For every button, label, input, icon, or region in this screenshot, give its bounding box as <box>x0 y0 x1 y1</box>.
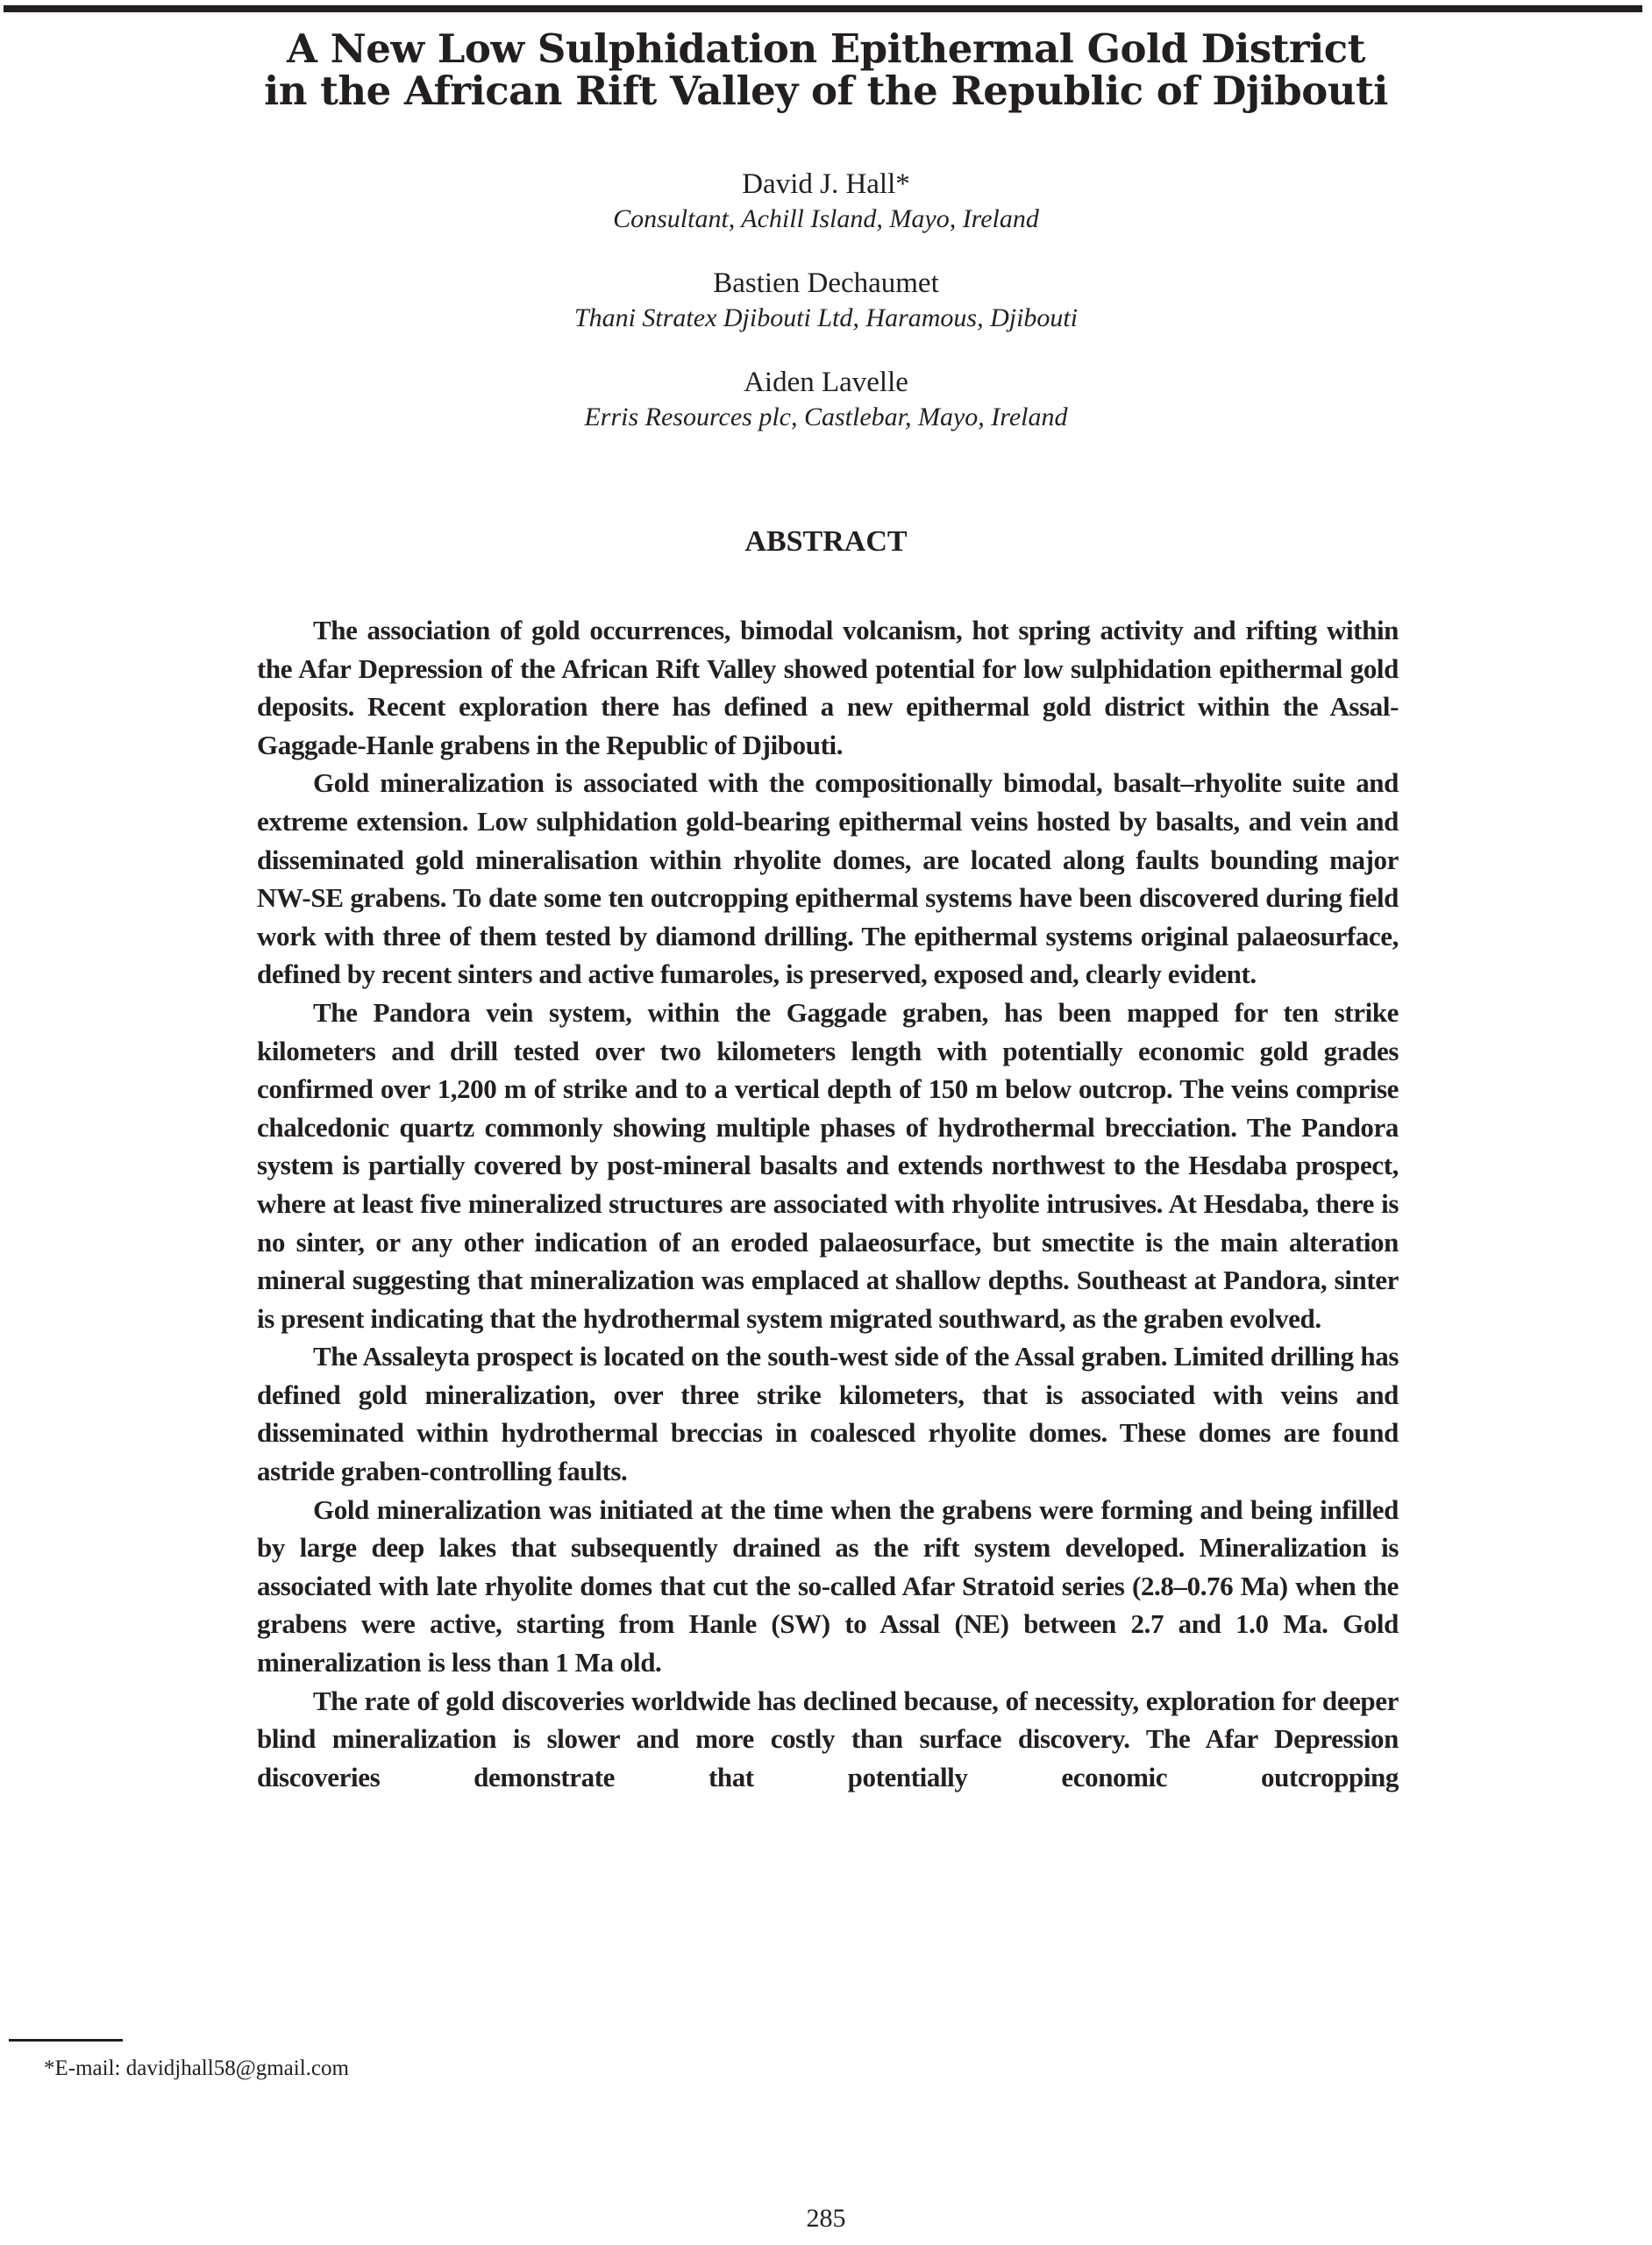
abstract-heading: ABSTRACT <box>744 525 908 558</box>
footnote-email: *E-mail: davidjhall58@gmail.com <box>44 2056 349 2080</box>
header-rule <box>4 5 1642 12</box>
title-line: A New Low Sulphidation Epithermal Gold District <box>287 25 1365 72</box>
footnote-rule <box>9 2039 123 2042</box>
author-name: Aiden Lavelle <box>744 367 908 398</box>
abstract-paragraph: The association of gold occurrences, bimodal volcanism, hot spring activity and rifting within the Afar Depression of the African Rift Valley showed potential for low sulphidation epithermal gold deposits. Recent exploration there has defined a new epithermal gold district within the Assal-Gaggade-Hanle grabens in the Republic of Djibouti. <box>257 615 1399 760</box>
author <box>0 365 1652 435</box>
author-block <box>0 167 1652 464</box>
author-affiliation: Erris Resources plc, Castlebar, Mayo, Ireland <box>584 403 1068 431</box>
abstract-paragraph: The Pandora vein system, within the Gaggade graben, has been mapped for ten strike kilometers and drill tested over two kilometers length with potentially economic gold grades confirmed over 1,200 m of strike and to a vertical depth of 150 m below outcrop. The veins comprise chalcedonic quartz commonly showing multiple phases of hydrothermal brecciation. The Pandora system is partially covered by post-mineral basalts and extends northwest to the Hesdaba prospect, where at least five mineralized structures are associated with rhyolite intrusives. At Hesdaba, there is no sinter, or any other indication of an eroded palaeosurface, but smectite is the main alteration mineral suggesting that mineralization was emplaced at shallow depths. Southeast at Pandora, sinter is present indicating that the hydrothermal system migrated southward, as the graben evolved. <box>257 996 1399 1334</box>
author-affiliation: Thani Stratex Djibouti Ltd, Haramous, Djibouti <box>573 303 1079 332</box>
abstract-paragraph: The rate of gold discoveries worldwide has declined because, of necessity, exploration for deeper blind mineralization is slower and more costly than surface discovery. The Afar Depression discoveries demonstrate that potentially economic outcropping <box>257 1685 1399 1792</box>
author <box>0 167 1652 237</box>
title-line: in the African Rift Valley of the Republic of Djibouti <box>264 68 1388 114</box>
author <box>0 266 1652 336</box>
author-name: David J. Hall* <box>742 168 910 200</box>
author-name: Bastien Dechaumet <box>713 267 939 299</box>
abstract-body <box>257 611 1399 1796</box>
abstract-paragraph: The Assaleyta prospect is located on the south-west side of the Assal graben. Limited drilling has defined gold mineralization, over three strike kilometers, that is associated with veins and disseminated within hydrothermal breccias in coalesced rhyolite domes. These domes are found astride graben-controlling faults. <box>257 1341 1399 1487</box>
abstract-paragraph: Gold mineralization was initiated at the time when the grabens were forming and being infilled by large deep lakes that subsequently drained as the rift system developed. Mineralization is associated with late rhyolite domes that cut the so-called Afar Stratoid series (2.8–0.76 Ma) when the grabens were active, starting from Hanle (SW) to Assal (NE) between 2.7 and 1.0 Ma. Gold mineralization is less than 1 Ma old. <box>257 1493 1399 1678</box>
abstract-paragraph: Gold mineralization is associated with the compositionally bimodal, basalt–rhyolite suite and extreme extension. Low sulphidation gold-bearing epithermal veins hosted by basalts, and vein and disseminated gold mineralisation within rhyolite domes, are located along faults bounding major NW-SE grabens. To date some ten outcropping epithermal systems have been discovered during field work with three of them tested by diamond drilling. The epithermal systems original palaeosurface, defined by recent sinters and active fumaroles, is preserved, exposed and, clearly evident. <box>257 767 1399 990</box>
paper-title <box>0 25 1652 114</box>
page-number: 285 <box>806 2204 846 2233</box>
author-affiliation: Consultant, Achill Island, Mayo, Ireland <box>613 204 1039 233</box>
